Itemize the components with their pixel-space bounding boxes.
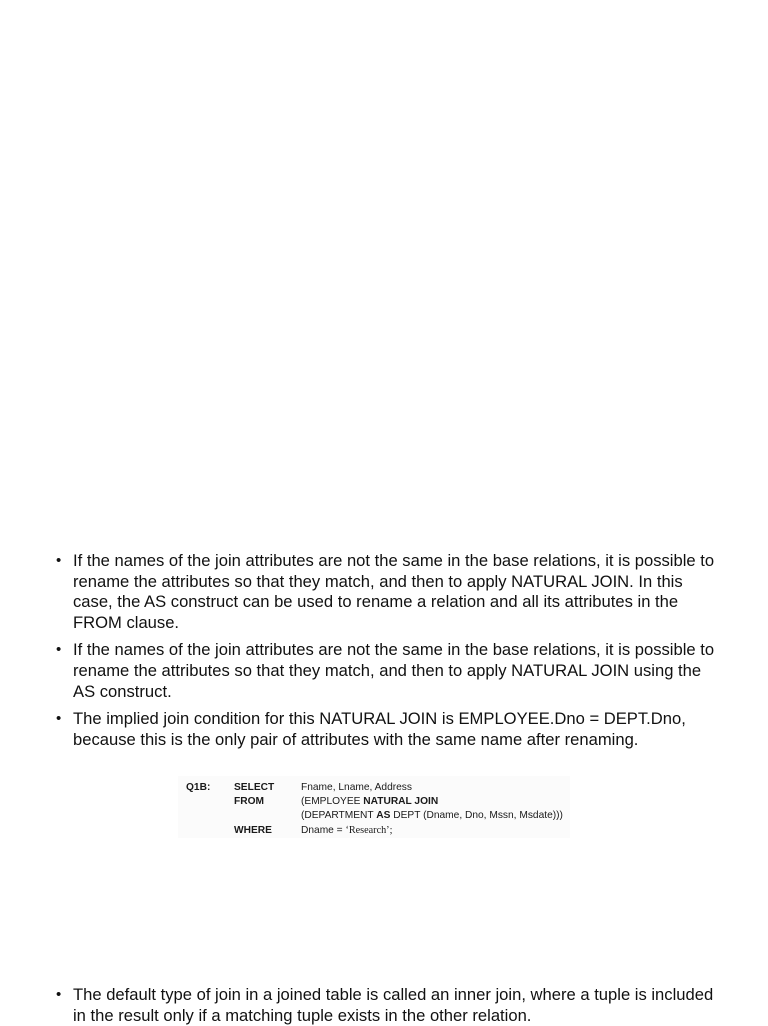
bullet-marker: • xyxy=(56,986,62,1003)
natural-join-keyword: NATURAL JOIN xyxy=(363,796,439,807)
query-label: Q1B: xyxy=(186,782,211,793)
from-line-2 xyxy=(301,810,563,821)
as-keyword: AS xyxy=(376,810,391,821)
from-line-1-text: (EMPLOYEE xyxy=(301,796,364,807)
from-line-2-rest: DEPT (Dname, Dno, Mssn, Msdate))) xyxy=(390,810,563,821)
bullet-list xyxy=(56,551,720,757)
bullet-item-3 xyxy=(56,709,720,750)
from-line-2-text: (DEPARTMENT xyxy=(301,810,377,821)
bullet-marker: • xyxy=(56,710,62,728)
bullet-text: If the names of the join attributes are not the same in the base relations, it is possible to rename the attributes so that they match, and then to apply NATURAL JOIN using the AS construct. xyxy=(73,640,715,701)
sql-query-figure xyxy=(178,776,570,838)
bullet-text: The implied join condition for this NATURAL JOIN is EMPLOYEE.Dno = DEPT.Dno, because this is the only pair of attributes with the same name after renaming. xyxy=(73,709,686,749)
bullet-text: If the names of the join attributes are not the same in the base relations, it is possible to rename the attributes so that they match, and then to apply NATURAL JOIN. In this case, the AS construct can be used to rename a relation and all its attributes in the FROM clause. xyxy=(73,551,715,632)
bullet-marker: • xyxy=(56,641,62,659)
bullet-item-2 xyxy=(56,640,720,702)
select-keyword: SELECT xyxy=(234,782,275,793)
bottom-bullet-item xyxy=(56,985,720,1026)
where-condition xyxy=(301,825,392,836)
where-keyword: WHERE xyxy=(234,825,272,836)
select-arguments: Fname, Lname, Address xyxy=(301,782,412,793)
from-keyword: FROM xyxy=(234,796,264,807)
from-line-1 xyxy=(301,796,438,807)
where-condition-text: Dname = xyxy=(301,825,346,836)
bullet-marker: • xyxy=(56,552,62,569)
bullet-item-1 xyxy=(56,551,720,633)
where-literal: ‘Research’; xyxy=(345,825,393,836)
bullet-text: The default type of join in a joined table is called an inner join, where a tuple is included in the result only if a matching tuple exists in the other relation. xyxy=(73,985,714,1025)
